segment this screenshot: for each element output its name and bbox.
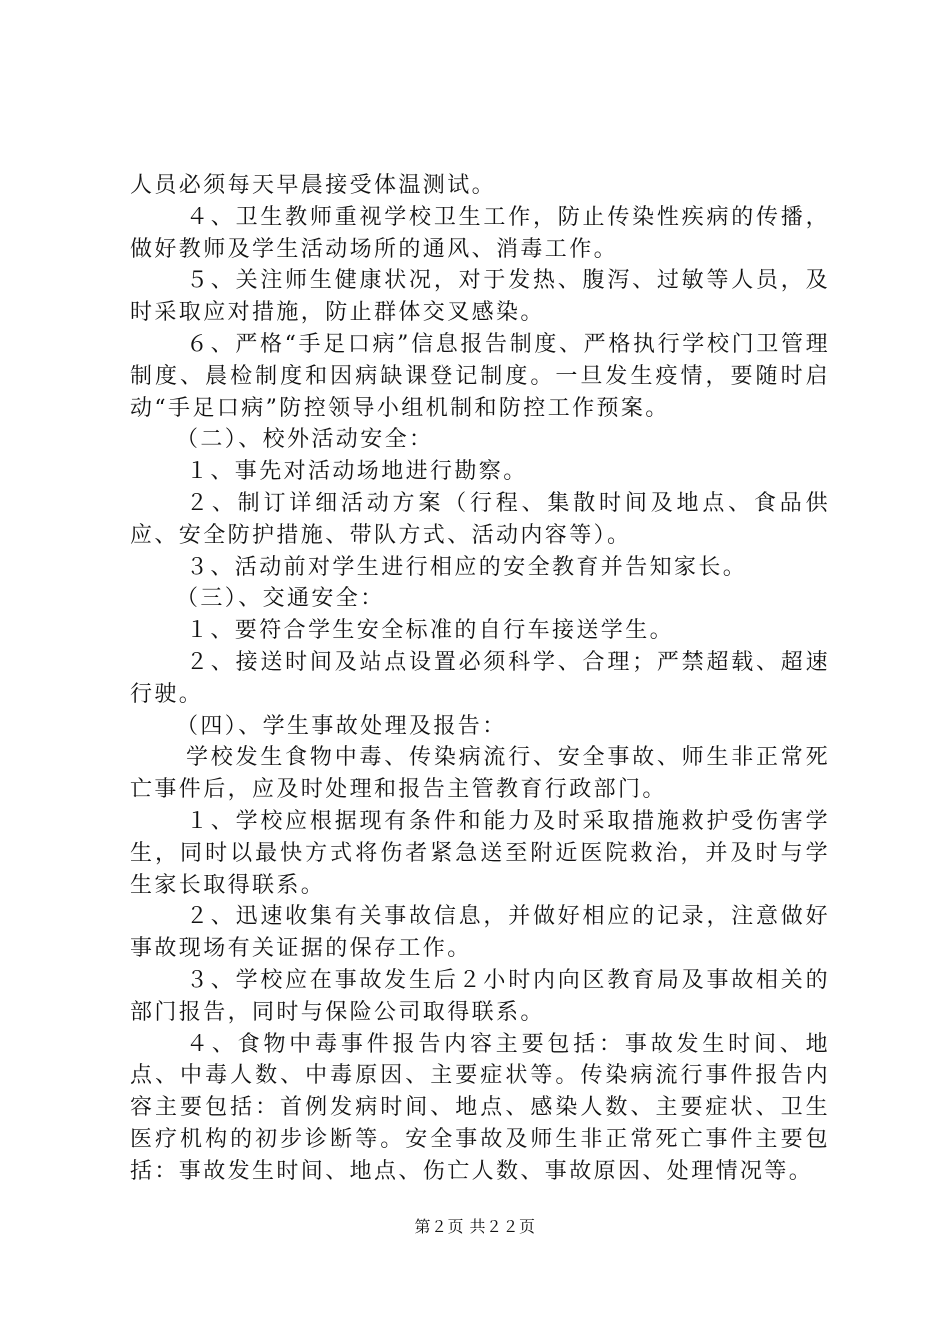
paragraph: ３、活动前对学生进行相应的安全教育并告知家长。	[186, 554, 748, 580]
paragraph: １、要符合学生安全标准的自行车接送学生。	[186, 618, 675, 644]
paragraph: ５、关注师生健康状况，对于发热、腹泻、过敏等人员，及时采取应对措施，防止群体交叉感染。	[130, 268, 830, 326]
page-footer	[0, 1214, 950, 1237]
paragraph: １、事先对活动场地进行勘察。	[186, 459, 528, 485]
page-number-label: 第２页 共２２页	[414, 1217, 536, 1236]
paragraph: ６、严格“手足口病”信息报告制度、严格执行学校门卫管理制度、晨检制度和因病缺课登记制度。一旦发生疫情，要随时启动“手足口病”防控领导小组机制和防控工作预案。	[130, 331, 830, 421]
section-heading: （四）、学生事故处理及报告：	[176, 713, 507, 739]
section-heading: （三）、交通安全：	[176, 586, 385, 612]
paragraph: ４、卫生教师重视学校卫生工作，防止传染性疾病的传播，做好教师及学生活动场所的通风、消毒工作。	[130, 204, 830, 262]
paragraph: ２、接送时间及站点设置必须科学、合理；严禁超载、超速行驶。	[130, 649, 830, 707]
paragraph: １、学校应根据现有条件和能力及时采取措施救护受伤害学生，同时以最快方式将伤者紧急送至附近医院救治，并及时与学生家长取得联系。	[130, 808, 830, 898]
paragraph: ４、食物中毒事件报告内容主要包括：事故发生时间、地点、中毒人数、中毒原因、主要症状等。传染病流行事件报告内容主要包括：首例发病时间、地点、感染人数、主要症状、卫生医疗机构的初步诊断等。安全事故及师生非正常死亡事件主要包括：事故发生时间、地点、伤亡人数、事故原因、处理情况等。	[130, 1031, 830, 1184]
paragraph: 人员必须每天早晨接受体温测试。	[130, 173, 497, 198]
section-heading: （二）、校外活动安全：	[176, 427, 434, 453]
paragraph: ２、制订详细活动方案（行程、集散时间及地点、食品供应、安全防护措施、带队方式、活动内容等）。	[130, 490, 830, 548]
document-body	[130, 170, 830, 1188]
paragraph: ３、学校应在事故发生后２小时内向区教育局及事故相关的部门报告，同时与保险公司取得联系。	[130, 967, 830, 1025]
paragraph: 学校发生食物中毒、传染病流行、安全事故、师生非正常死亡事件后，应及时处理和报告主管教育行政部门。	[130, 745, 830, 803]
paragraph: ２、迅速收集有关事故信息，并做好相应的记录，注意做好事故现场有关证据的保存工作。	[130, 904, 830, 962]
